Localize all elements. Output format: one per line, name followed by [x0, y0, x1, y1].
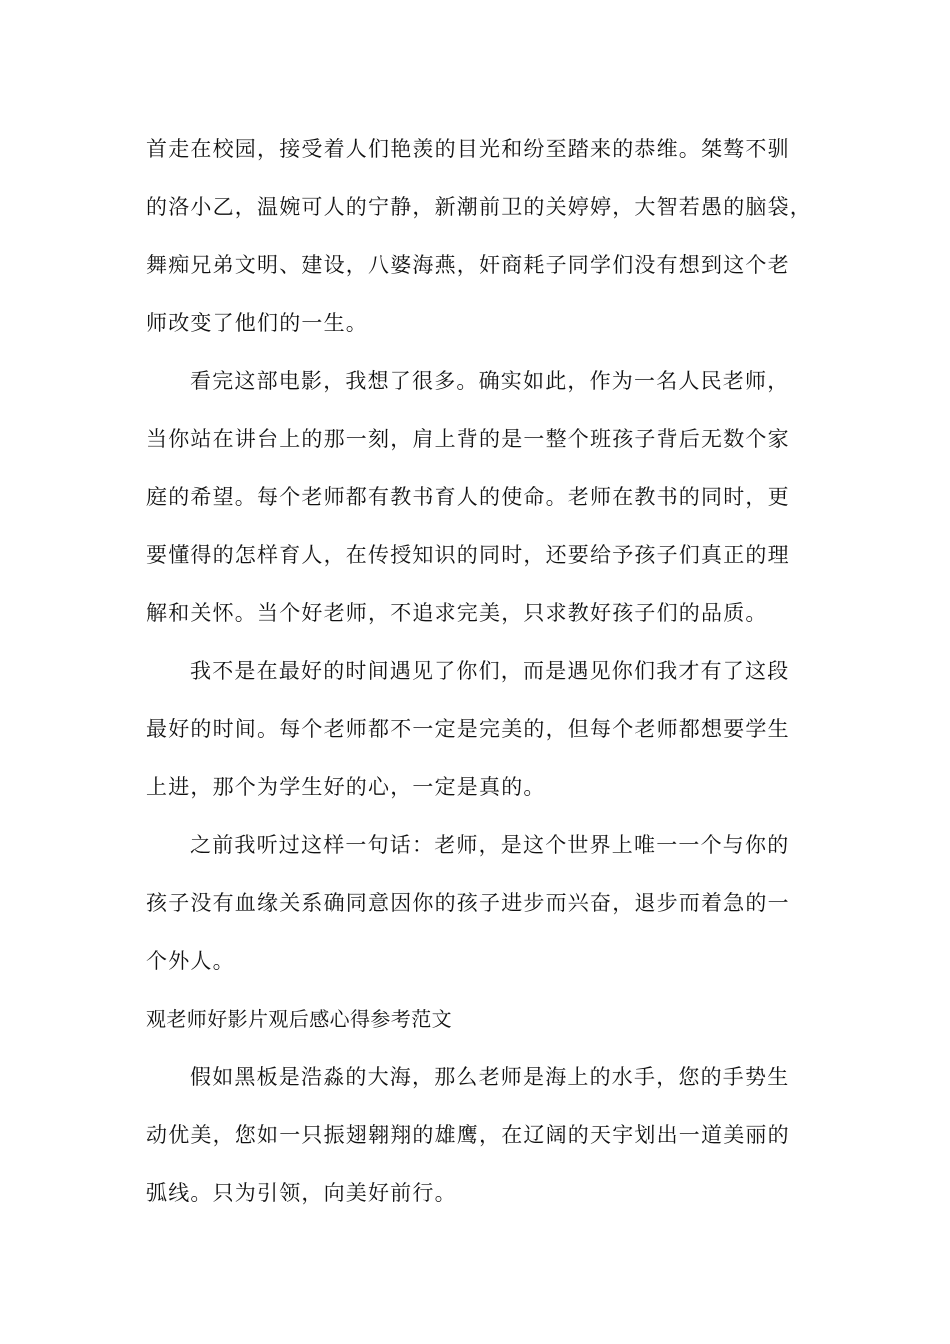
text-line-first: 假如黑板是浩淼的大海，那么老师是海上的水手，您的手势生	[190, 1065, 790, 1089]
text-line: 首走在校园，接受着人们艳羡的目光和纷至踏来的恭维。桀骜不驯	[146, 137, 790, 161]
section-heading: 观老师好影片观后感心得参考范文	[146, 1007, 452, 1031]
text-line: 要懂得的怎样育人，在传授知识的同时，还要给予孩子们真正的理	[146, 543, 790, 567]
text-line: 庭的希望。每个老师都有教书育人的使命。老师在教书的同时，更	[146, 485, 790, 509]
text-line: 解和关怀。当个好老师，不追求完美，只求教好孩子们的品质。	[146, 601, 768, 625]
paragraph-4	[146, 816, 810, 990]
text-line: 舞痴兄弟文明、建设，八婆海燕，奸商耗子同学们没有想到这个老	[146, 253, 790, 277]
paragraph-2	[146, 352, 810, 642]
text-line: 个外人。	[146, 949, 235, 973]
text-line: 动优美，您如一只振翅翱翔的雄鹰，在辽阔的天宇划出一道美丽的	[146, 1123, 790, 1147]
paragraph-1	[146, 120, 810, 352]
text-line-first: 之前我听过这样一句话：老师，是这个世界上唯一一个与你的	[190, 833, 790, 857]
text-line: 最好的时间。每个老师都不一定是完美的，但每个老师都想要学生	[146, 717, 790, 741]
text-line: 弧线。只为引领，向美好前行。	[146, 1181, 457, 1205]
text-line: 上进，那个为学生好的心，一定是真的。	[146, 775, 546, 799]
document-body	[146, 120, 810, 1222]
text-line: 当你站在讲台上的那一刻，肩上背的是一整个班孩子背后无数个家	[146, 427, 790, 451]
text-line: 师改变了他们的一生。	[146, 311, 368, 335]
paragraph-5	[146, 1048, 810, 1222]
text-line: 孩子没有血缘关系确同意因你的孩子进步而兴奋，退步而着急的一	[146, 891, 790, 915]
text-line-first: 我不是在最好的时间遇见了你们，而是遇见你们我才有了这段	[190, 659, 790, 683]
text-line: 的洛小乙，温婉可人的宁静，新潮前卫的关婷婷，大智若愚的脑袋，	[146, 195, 812, 219]
paragraph-3	[146, 642, 810, 816]
text-line-first: 看完这部电影，我想了很多。确实如此，作为一名人民老师，	[190, 369, 790, 393]
